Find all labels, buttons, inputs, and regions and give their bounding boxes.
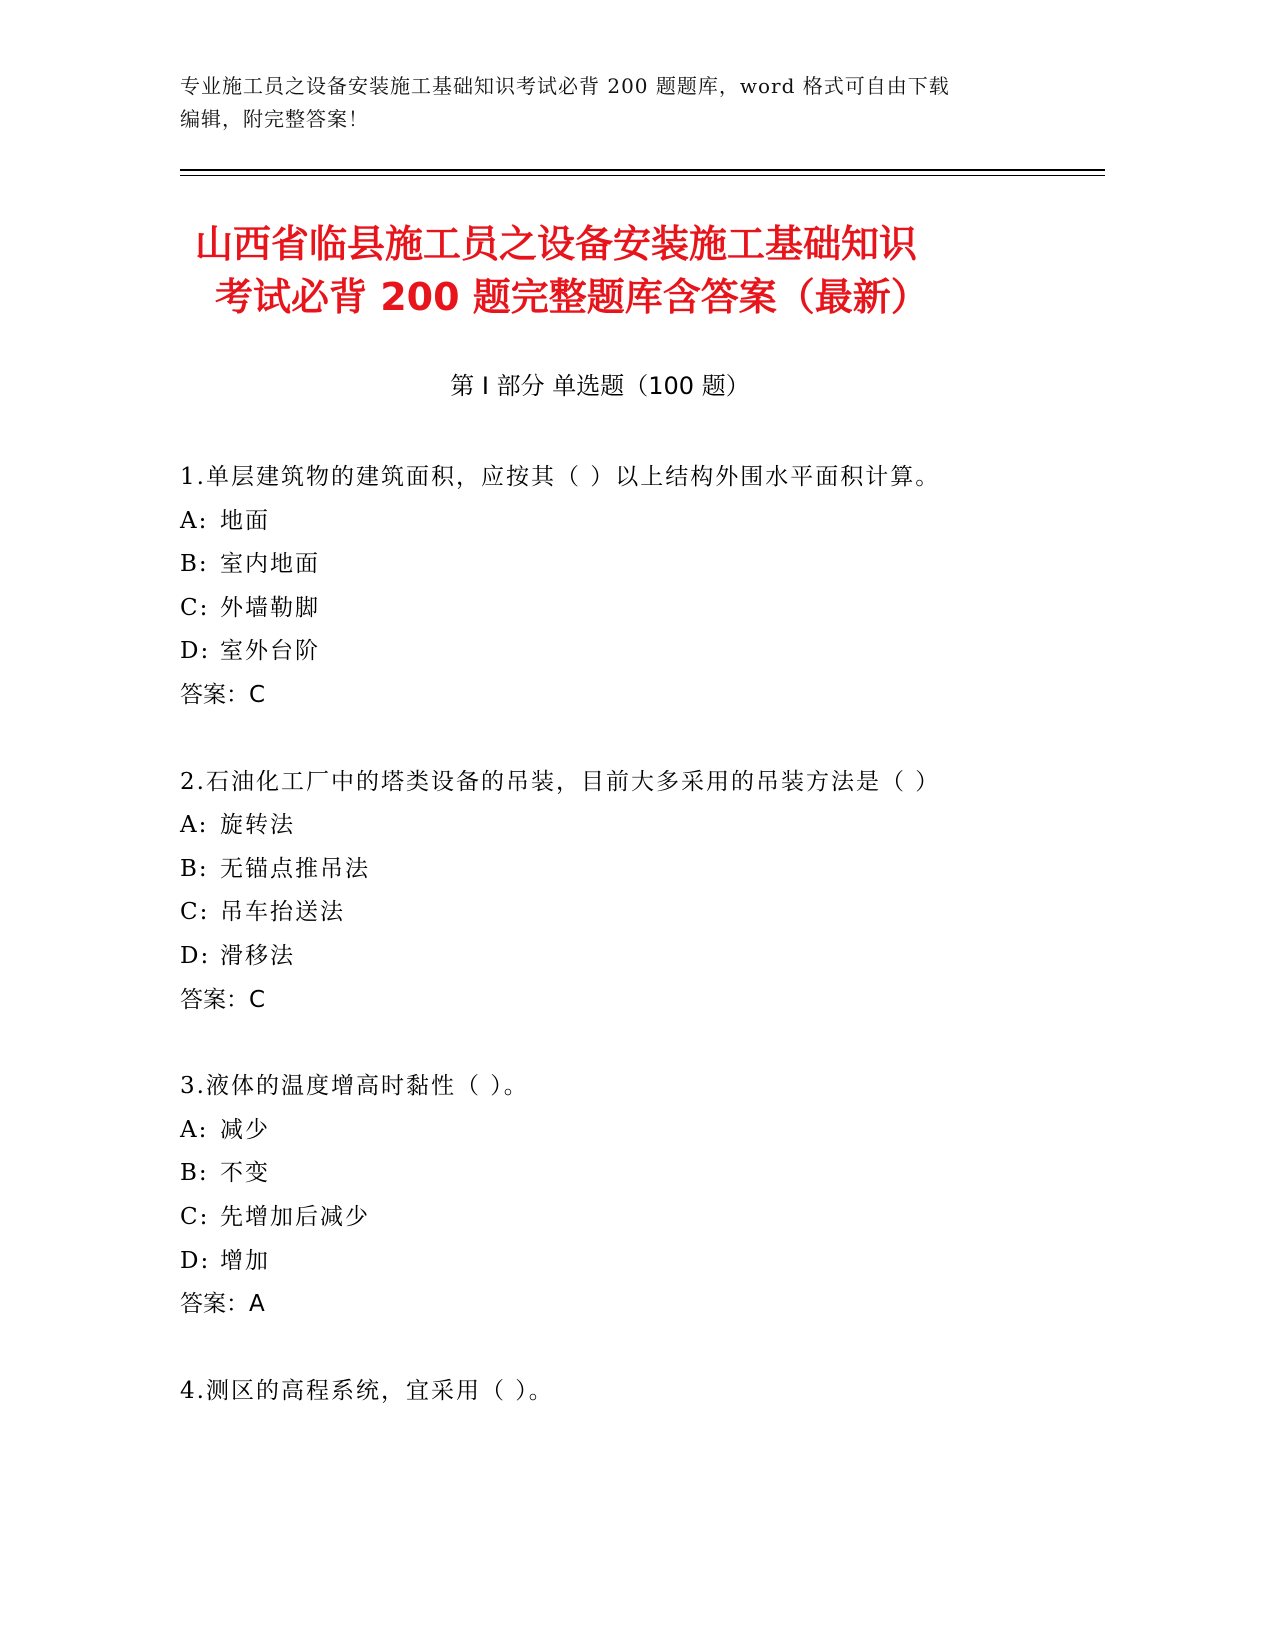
option-key: D: bbox=[180, 942, 211, 969]
option-key: A: bbox=[180, 812, 209, 839]
question-stem: 4.测区的高程系统，宜采用（ ）。 bbox=[180, 1377, 554, 1404]
option-c bbox=[180, 587, 1080, 631]
option-a bbox=[180, 1109, 1080, 1153]
header-note-line-1: 专业施工员之设备安装施工基础知识考试必背 200 题题库，word 格式可自由下载 bbox=[180, 74, 950, 98]
option-d bbox=[180, 935, 1080, 979]
question-2 bbox=[180, 761, 1080, 1023]
option-c bbox=[180, 1196, 1080, 1240]
section-heading: 第 I 部分 单选题（100 题） bbox=[450, 372, 750, 400]
document-title bbox=[195, 218, 1095, 324]
option-d bbox=[180, 630, 1080, 674]
question-list bbox=[180, 456, 1080, 1456]
option-key: B: bbox=[180, 551, 209, 578]
option-text: 先增加后减少 bbox=[220, 1203, 370, 1230]
option-text: 室内地面 bbox=[220, 551, 320, 578]
option-key: A: bbox=[180, 1116, 209, 1143]
option-a bbox=[180, 500, 1080, 544]
question-stem: 1.单层建筑物的建筑面积，应按其（ ）以上结构外围水平面积计算。 bbox=[180, 464, 941, 490]
document-title-line-1: 山西省临县施工员之设备安装施工基础知识 bbox=[195, 222, 918, 266]
header-note bbox=[180, 70, 1060, 136]
option-text: 减少 bbox=[220, 1116, 270, 1143]
option-key: B: bbox=[180, 855, 209, 882]
document-title-line-2: 考试必背 200 题完整题库含答案（最新） bbox=[215, 275, 929, 319]
option-text: 外墙勒脚 bbox=[220, 594, 320, 621]
option-b bbox=[180, 543, 1080, 587]
option-key: A: bbox=[180, 507, 209, 534]
header-note-line-2: 编辑，附完整答案！ bbox=[180, 107, 369, 131]
question-4 bbox=[180, 1370, 1080, 1414]
question-1 bbox=[180, 456, 1080, 718]
option-text: 增加 bbox=[220, 1247, 270, 1274]
question-stem: 2.石油化工厂中的塔类设备的吊装，目前大多采用的吊装方法是（ ） bbox=[180, 768, 941, 795]
option-text: 地面 bbox=[220, 507, 270, 534]
answer: 答案：A bbox=[180, 1291, 265, 1318]
option-key: C: bbox=[180, 594, 210, 621]
option-key: D: bbox=[180, 638, 211, 665]
option-key: D: bbox=[180, 1247, 211, 1274]
option-key: C: bbox=[180, 899, 210, 926]
option-text: 吊车抬送法 bbox=[220, 899, 345, 926]
option-c bbox=[180, 891, 1080, 935]
answer: 答案：C bbox=[180, 986, 266, 1013]
answer: 答案：C bbox=[180, 681, 266, 708]
option-text: 不变 bbox=[220, 1160, 270, 1187]
option-key: B: bbox=[180, 1160, 209, 1187]
option-a bbox=[180, 804, 1080, 848]
header-rule-thin bbox=[180, 175, 1105, 176]
option-text: 室外台阶 bbox=[220, 638, 320, 665]
option-text: 滑移法 bbox=[220, 942, 295, 969]
option-key: C: bbox=[180, 1203, 210, 1230]
option-d bbox=[180, 1240, 1080, 1284]
question-stem: 3.液体的温度增高时黏性（ ）。 bbox=[180, 1073, 529, 1100]
option-b bbox=[180, 848, 1080, 892]
question-3 bbox=[180, 1065, 1080, 1327]
option-text: 无锚点推吊法 bbox=[220, 855, 370, 882]
header-rule-thick bbox=[180, 169, 1105, 171]
option-b bbox=[180, 1152, 1080, 1196]
option-text: 旋转法 bbox=[220, 812, 295, 839]
